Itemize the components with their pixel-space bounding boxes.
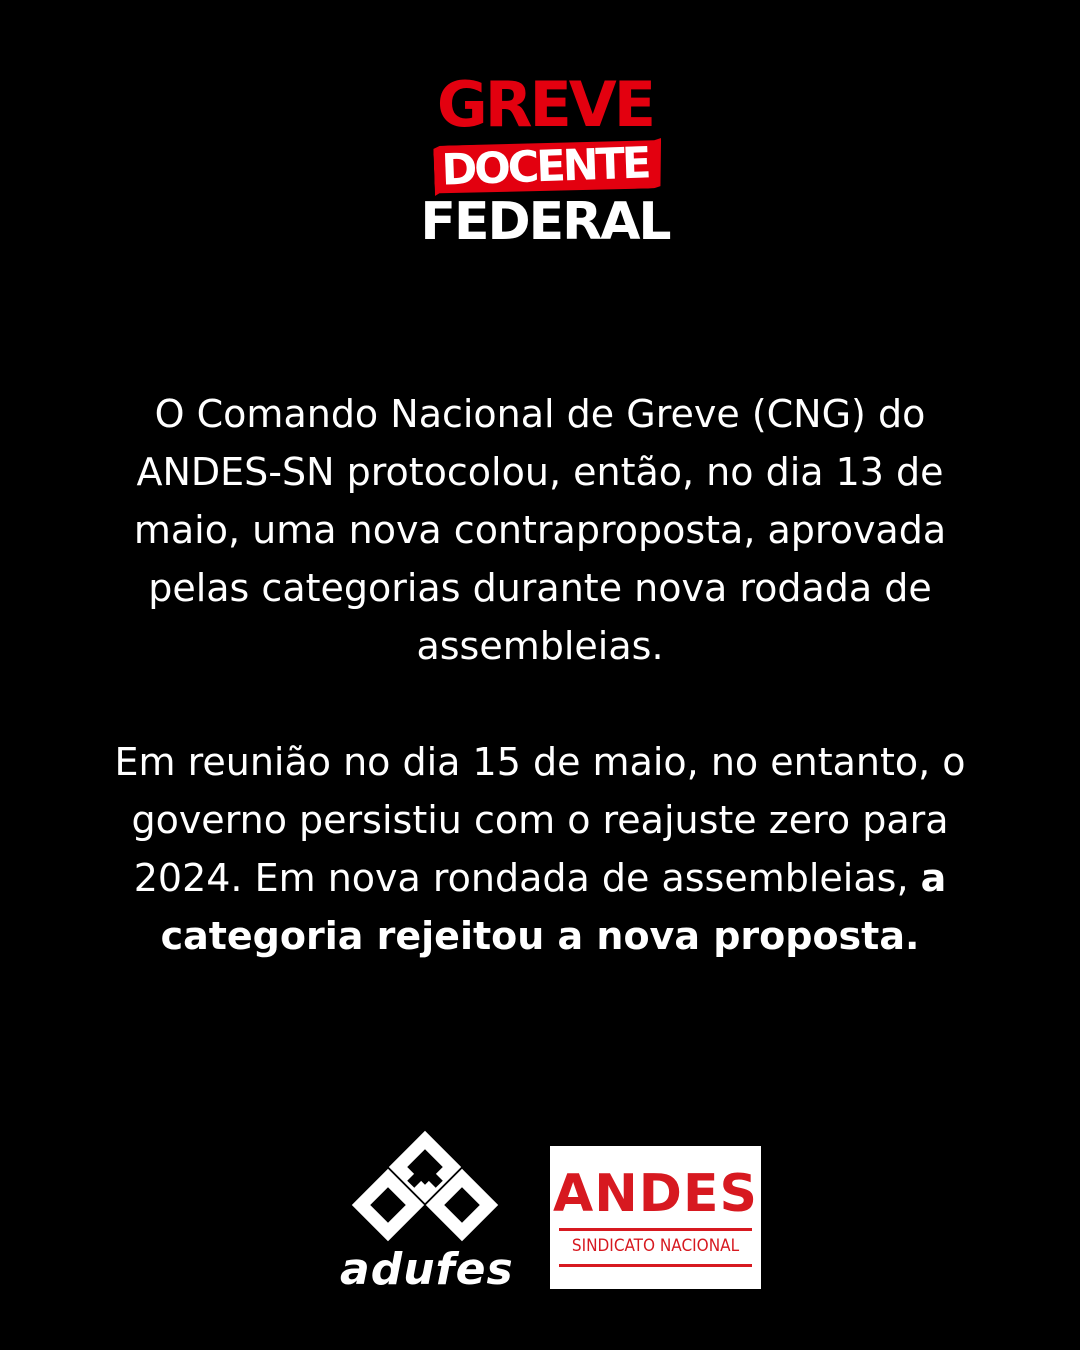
- adufes-interlocked-diamonds-icon: [350, 1130, 500, 1245]
- paragraph-2-bold-text: a categoria rejeitou a nova proposta.: [160, 856, 947, 958]
- greve-docente-federal-logo: [420, 70, 670, 260]
- paragraph-governo-reajuste: [90, 733, 990, 965]
- andes-sindicato-nacional-logo: [550, 1146, 761, 1289]
- logo-line-federal: FEDERAL: [420, 192, 670, 252]
- adufes-wordmark: adufes: [340, 1244, 514, 1295]
- paragraph-2-regular-text: Em reunião no dia 15 de maio, no entanto, o governo persistiu com o reajuste zero para 2024. Em nova rondada de assembleias,: [114, 740, 966, 900]
- andes-title: ANDES: [553, 1164, 758, 1224]
- andes-subtitle: SINDICATO NACIONAL: [571, 1236, 740, 1256]
- adufes-logo: [340, 1130, 514, 1305]
- paragraph-cng-contraproposta: O Comando Nacional de Greve (CNG) do ANDES-SN protocolou, então, no dia 13 de maio, uma nova contraproposta, aprovada pelas categorias durante nova rodada de assembleias.: [133, 392, 947, 668]
- andes-rule-bottom: [559, 1264, 752, 1267]
- andes-rule-top: [559, 1228, 752, 1231]
- logo-line-greve: GREVE: [436, 68, 654, 141]
- logo-line-docente: DOCENTE: [440, 138, 650, 196]
